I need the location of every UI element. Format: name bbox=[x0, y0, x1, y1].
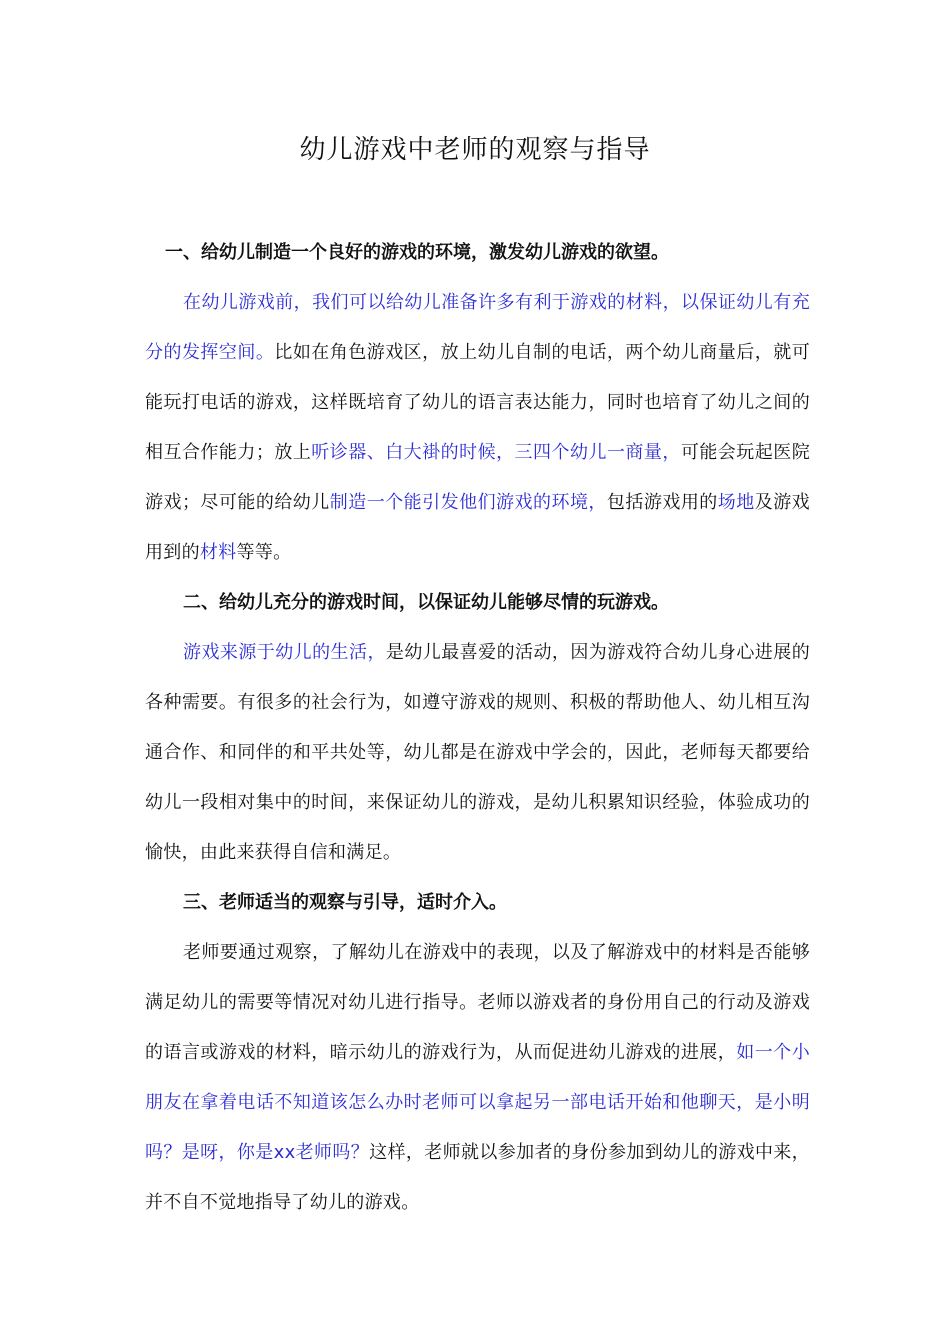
highlighted-text: 如一个小朋友在拿着电话不知道该怎么办时老师可以拿起另一部电话开始和他聊天，是小明吗？是呀，你是xx老师吗？ bbox=[145, 1042, 810, 1163]
highlighted-text: 游戏来源于幼儿的生活， bbox=[183, 642, 386, 663]
highlighted-text: 场地 bbox=[717, 492, 755, 513]
body-text: 及游戏用到的 bbox=[145, 492, 810, 563]
body-text: 这样，老师就以参加者的身份参加到幼儿的游戏中来，并不自不觉地指导了幼儿的游戏。 bbox=[145, 1142, 810, 1213]
section-2-heading: 二、给幼儿充分的游戏时间，以保证幼儿能够尽情的玩游戏。 bbox=[183, 592, 669, 613]
document-title: 幼儿游戏中老师的观察与指导 bbox=[299, 135, 651, 165]
highlighted-text: 听诊器、白大褂的时候，三四个幼儿一商量， bbox=[311, 442, 681, 463]
body-text: 可能会玩起医院游戏；尽可能的给幼儿 bbox=[145, 442, 811, 513]
section-2-paragraph bbox=[145, 628, 810, 878]
body-text: 老师要通过观察，了解幼儿在游戏中的表现，以及了解游戏中的材料是否能够满足幼儿的需要等情况对幼儿进行指导。老师以游戏者的身份用自己的行动及游戏的语言或游戏的材料，暗示幼儿的游戏行为，从而促进幼儿游戏的进展， bbox=[145, 942, 810, 1063]
section-1-heading: 一、给幼儿制造一个良好的游戏的环境，激发幼儿游戏的欲望。 bbox=[165, 242, 669, 263]
body-text: 比如在角色游戏区，放上幼儿自制的电话，两个幼儿商量后，就可能玩打电话的游戏，这样既培育了幼儿的语言表达能力，同时也培育了幼儿之间的相互合作能力；放上 bbox=[145, 342, 810, 463]
document-body bbox=[145, 228, 810, 1228]
highlighted-text: 制造一个能引发他们游戏的环境， bbox=[329, 492, 607, 513]
body-text: 包括游戏用的 bbox=[606, 492, 718, 513]
body-text: 是幼儿最喜爱的活动，因为游戏符合幼儿身心进展的各种需要。有很多的社会行为，如遵守游戏的规则、积极的帮助他人、幼儿相互沟通合作、和同伴的和平共处等，幼儿都是在游戏中学会的，因此，老师每天都要给幼儿一段相对集中的时间，来保证幼儿的游戏，是幼儿积累知识经验，体验成功的愉快，由此来获得自信和满足。 bbox=[145, 642, 810, 863]
section-3-heading: 三、老师适当的观察与引导，适时介入。 bbox=[183, 892, 507, 913]
section-3-paragraph bbox=[145, 928, 810, 1228]
body-text: 等等。 bbox=[236, 542, 292, 563]
highlighted-text: 材料 bbox=[199, 542, 237, 563]
section-1-paragraph bbox=[145, 278, 810, 578]
highlighted-text: 在幼儿游戏前，我们可以给幼儿准备许多有利于游戏的材料，以保证幼儿有充分的发挥空间。 bbox=[145, 292, 810, 363]
